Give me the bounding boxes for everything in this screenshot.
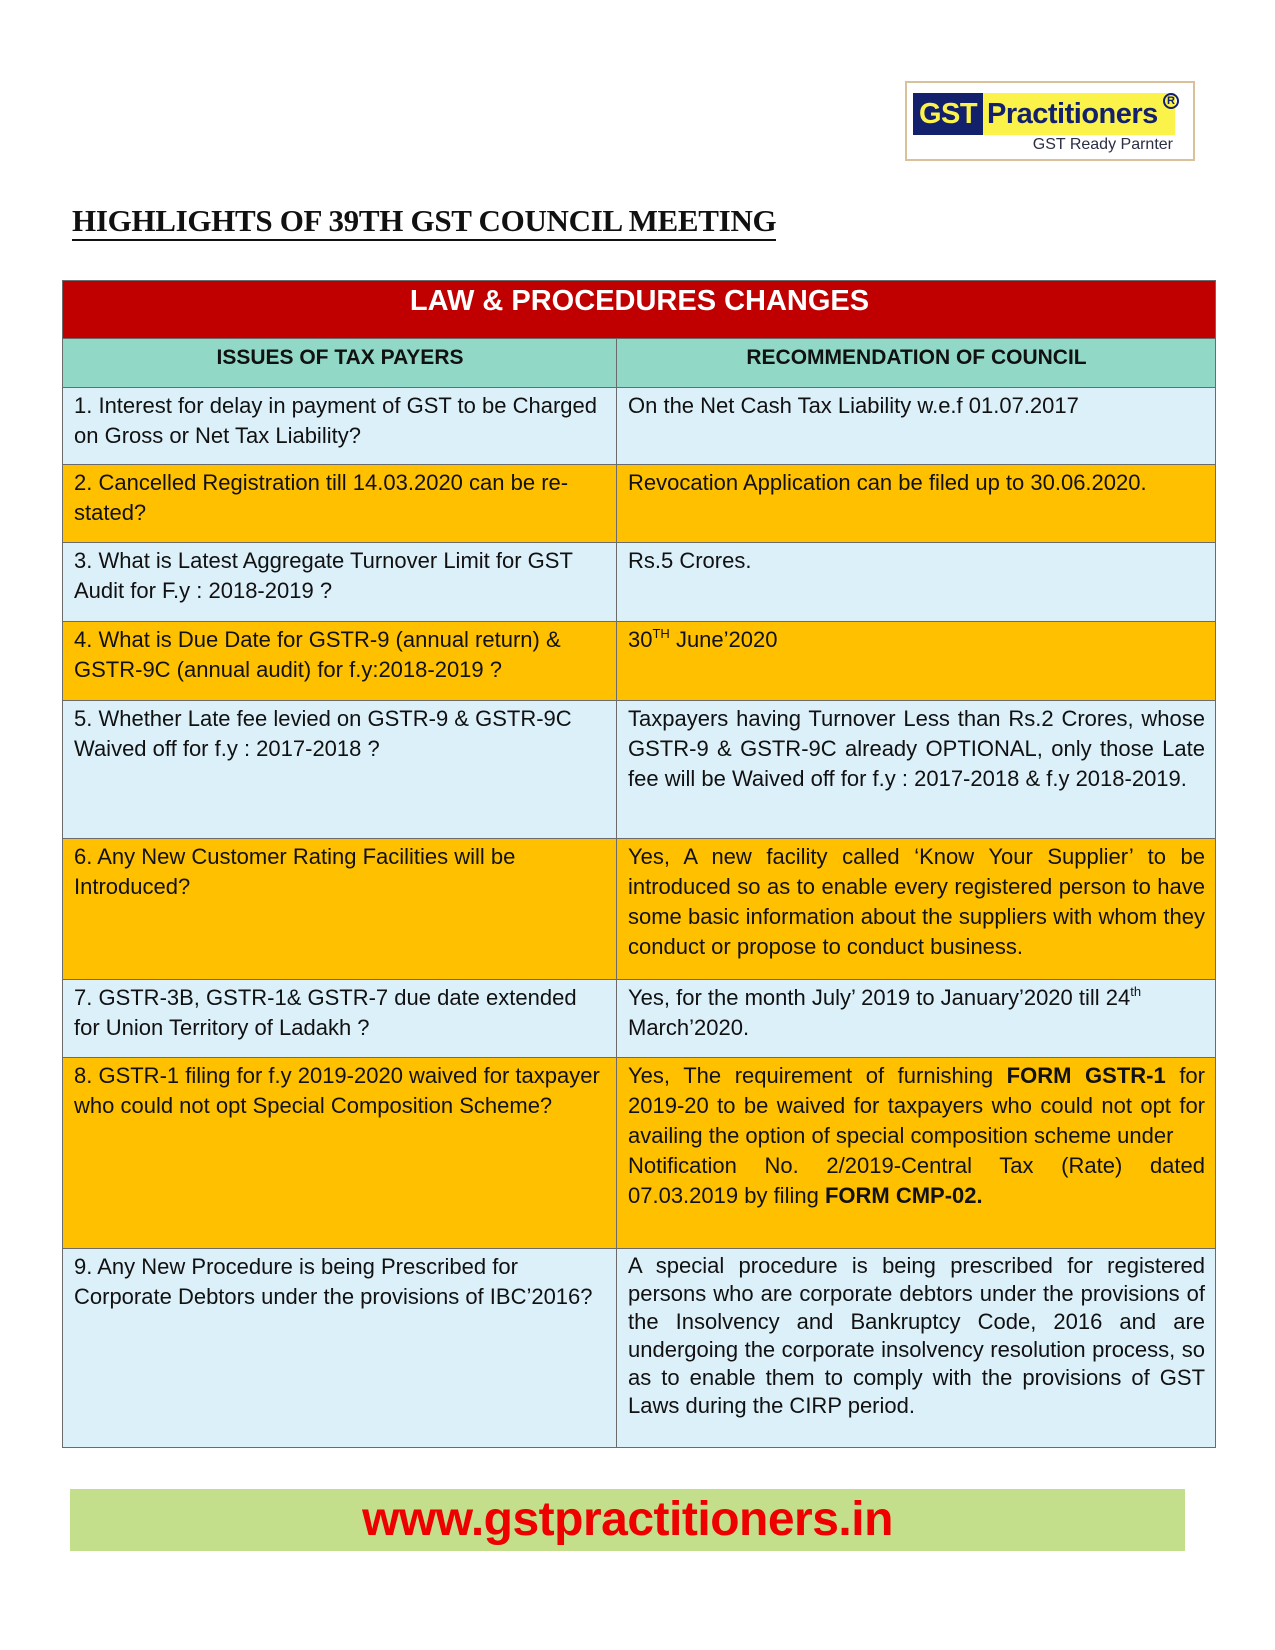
website-link[interactable]: www.gstpractitioners.in — [362, 1493, 893, 1546]
recommendation-cell — [617, 980, 1216, 1058]
issue-cell: 5. Whether Late fee levied on GSTR-9 & GSTR-9C Waived off for f.y : 2017-2018 ? — [63, 701, 617, 839]
page-title: HIGHLIGHTS OF 39TH GST COUNCIL MEETING — [72, 203, 776, 241]
table-banner: LAW & PROCEDURES CHANGES — [63, 281, 1216, 339]
column-header-issues: ISSUES OF TAX PAYERS — [63, 339, 617, 388]
ordinal-suffix: TH — [652, 626, 670, 641]
table-row — [63, 465, 1216, 543]
issue-cell: 3. What is Latest Aggregate Turnover Limit for GST Audit for F.y : 2018-2019 ? — [63, 543, 617, 622]
registered-trademark-icon: R — [1163, 93, 1179, 109]
table-row — [63, 980, 1216, 1058]
issue-cell: 9. Any New Procedure is being Prescribed for Corporate Debtors under the provisions of IBC’2016? — [63, 1249, 617, 1448]
logo-mark: GST — [913, 93, 983, 135]
issue-cell: 7. GSTR-3B, GSTR-1& GSTR-7 due date extended for Union Territory of Ladakh ? — [63, 980, 617, 1058]
ordinal-suffix: th — [1130, 984, 1142, 999]
column-header-recommendation: RECOMMENDATION OF COUNCIL — [617, 339, 1216, 388]
recommendation-text: March’2020. — [628, 1015, 750, 1040]
table-row — [63, 1249, 1216, 1448]
issue-cell: 4. What is Due Date for GSTR-9 (annual return) & GSTR-9C (annual audit) for f.y:2018-2019 ? — [63, 622, 617, 701]
recommendation-cell — [617, 1058, 1216, 1249]
issue-cell: 1. Interest for delay in payment of GST to be Charged on Gross or Net Tax Liability? — [63, 388, 617, 465]
recommendation-cell — [617, 622, 1216, 701]
footer-banner — [70, 1489, 1185, 1551]
logo-tagline: GST Ready Parnter — [1032, 136, 1173, 153]
table-row — [63, 543, 1216, 622]
issue-cell: 6. Any New Customer Rating Facilities will be Introduced? — [63, 839, 617, 980]
logo-name: Practitioners — [987, 98, 1158, 130]
issue-cell: 8. GSTR-1 filing for f.y 2019-2020 waived for taxpayer who could not opt Special Composition Scheme? — [63, 1058, 617, 1249]
recommendation-cell: A special procedure is being prescribed for registered persons who are corporate debtors under the provisions of the Insolvency and Bankruptcy Code, 2016 and are undergoing the corporate insolvency resolution process, so as to enable them to comply with the provisions of GST Laws during the CIRP period. — [617, 1249, 1216, 1448]
table-row — [63, 701, 1216, 839]
recommendation-cell: Rs.5 Crores. — [617, 543, 1216, 622]
table-row — [63, 839, 1216, 980]
issue-cell: 2. Cancelled Registration till 14.03.2020 can be re-stated? — [63, 465, 617, 543]
recommendation-text: Notification No. 2/2019-Central Tax (Rate) dated 07.03.2019 by filing — [628, 1153, 1206, 1208]
recommendation-text: June’2020 — [669, 627, 778, 652]
recommendation-cell: On the Net Cash Tax Liability w.e.f 01.07.2017 — [617, 388, 1216, 465]
recommendation-text: Yes, The requirement of furnishing — [628, 1063, 1007, 1088]
form-reference: FORM GSTR-1 — [1006, 1063, 1166, 1088]
recommendation-text: for 2019-20 to be waived for taxpayers who could not opt for availing the option of special composition scheme under — [628, 1063, 1206, 1148]
table-row — [63, 1058, 1216, 1249]
recommendation-cell: Taxpayers having Turnover Less than Rs.2 Crores, whose GSTR-9 & GSTR-9C already OPTIONAL, only those Late fee will be Waived off for f.y : 2017-2018 & f.y 2018-2019. — [617, 701, 1216, 839]
changes-table — [62, 280, 1216, 1448]
recommendation-cell: Revocation Application can be filed up to 30.06.2020. — [617, 465, 1216, 543]
table-row — [63, 388, 1216, 465]
recommendation-text: Yes, for the month July’ 2019 to January’2020 till 24 — [628, 985, 1131, 1010]
table-row — [63, 622, 1216, 701]
form-reference: FORM CMP-02. — [824, 1183, 983, 1208]
brand-logo — [905, 81, 1195, 161]
recommendation-cell: Yes, A new facility called ‘Know Your Supplier’ to be introduced so as to enable every registered person to have some basic information about the suppliers with whom they conduct or propose to conduct business. — [617, 839, 1216, 980]
recommendation-text: 30 — [628, 627, 653, 652]
